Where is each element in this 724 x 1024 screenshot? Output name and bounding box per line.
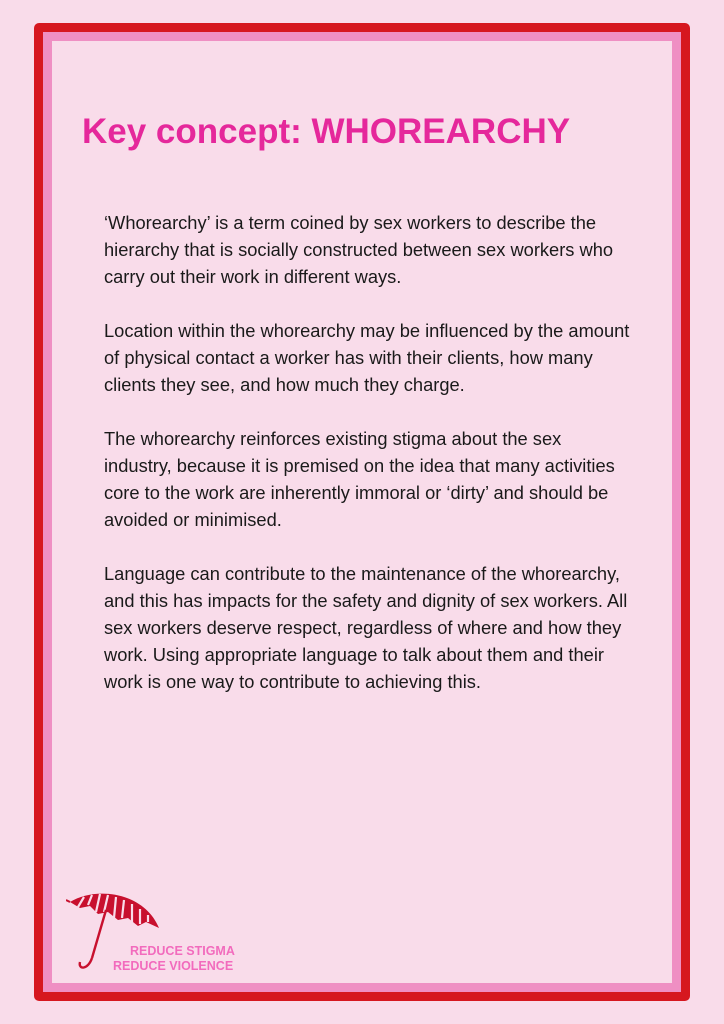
body-text	[104, 209, 632, 695]
logo-text-line-2: REDUCE VIOLENCE	[113, 959, 234, 973]
paragraph-language: Language can contribute to the maintenance of the whorearchy, and this has impacts for the safety and dignity of sex workers. All sex workers deserve respect, regardless of where and how they work. Using appropriate language to talk about them and their work is one way to contribute to achieving this.	[104, 563, 628, 692]
paragraph-location: Location within the whorearchy may be influenced by the amount of physical contact a worker has with their clients, how many clients they see, and how much they charge.	[104, 320, 630, 395]
logo-text-line-1: REDUCE STIGMA	[130, 944, 235, 958]
page-title: Key concept: WHOREARCHY	[82, 112, 571, 151]
paragraph-definition: ‘Whorearchy’ is a term coined by sex workers to describe the hierarchy that is socially constructed between sex workers who carry out their work in different ways.	[104, 212, 614, 287]
paragraph-stigma: The whorearchy reinforces existing stigma about the sex industry, because it is premised on the idea that many activities core to the work are inherently immoral or ‘dirty’ and should be avoided or minimised.	[104, 428, 615, 530]
logo	[66, 888, 266, 976]
